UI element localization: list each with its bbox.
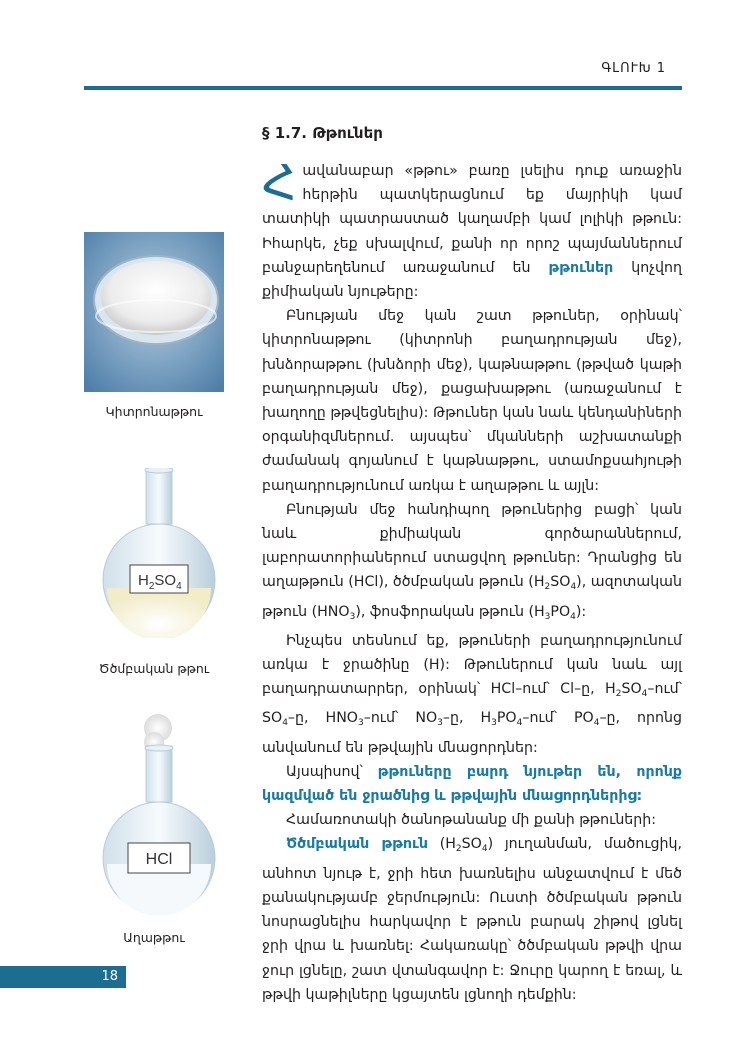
term-sulfuric-acid: Ծծմբական թթուն	[286, 836, 428, 853]
svg-text:HCl: HCl	[145, 851, 173, 868]
hcl-flask-image	[94, 712, 224, 916]
chapter-header: ԳԼՈՒԽ 1	[601, 61, 666, 76]
paragraph-4: Ինչպես տեսնում եք, թթուների բաղադրությունում առկա է ջրածինը (H): Թթուներում կան նաև այլ բաղադրատարրեր, օրինակ՝ HCl–ում՝ Cl–ը, $H_2SO_4-ում՝$ $SO_4-ը$, $HNO_3-ում՝$ $NO_3-ը$, $H_3PO_4-ում՝$ $PO_4-ը$, որոնց անվանում են թթվային մնացորդներ:	[262, 632, 682, 756]
page-number: 18	[0, 966, 126, 988]
drop-cap: Հ	[262, 155, 297, 211]
paragraph-2: Բնության մեջ կան շատ թթուներ, օրինակ՝ կիտրոնաթթու (կիտրոնի բաղադրության մեջ), խնձորաթթու (խնձորի մեջ), կաթնաթթու (թթված կաթի բաղադրության մեջ), քացախաթթու (առաջանում է խաղողը թթվեցնելիս): Թթուներ կան նաև կենդանիների օրգանիզմներում. այսպես՝ մկանների աշխատանքի ժամանակ գոյանում է կաթնաթթու, ստամոքսահյութի բաղադրությունում առկա է աղաթթու և այլն:	[262, 308, 682, 494]
sulfuric-acid-flask-image	[94, 468, 224, 638]
caption-citric-acid: Կիտրոնաթթու	[105, 404, 203, 419]
term-acids: թթուներ	[548, 259, 614, 276]
caption-hcl: Աղաթթու	[123, 930, 185, 945]
citric-acid-photo	[84, 232, 224, 392]
body-text	[262, 155, 682, 1007]
caption-sulfuric-acid: Ծծմբական թթու	[98, 661, 210, 676]
svg-text:H2SO4: $H_2SO_4$	[138, 572, 182, 592]
definition-highlight: թթուները բարդ նյութեր են, որոնք կազմված են ջրածնից և թթվային մնացորդներից:	[262, 763, 682, 805]
paragraph-3: Բնության մեջ հանդիպող թթուներից բացի՝ կան նաև քիմիական գործարաններում, լաբորատորիաներում ստացվող թթուներ: Դրանցից են աղաթթուն (HCl), ծծմբական թթուն $(H_2SO_4)$, ազոտական թթուն $(HNO_3)$, ֆոսֆորական թթուն $(H_3PO_4)$:	[262, 501, 682, 622]
paragraph-5: Այսպիսով՝ թթուները բարդ նյութեր են, որոնք կազմված են ջրածնից և թթվային մնացորդներից:	[262, 763, 682, 805]
section-title: § 1.7. Թթուներ	[262, 124, 383, 142]
paragraph-7: Ծծմբական թթուն $(H_2SO_4)$ յուղանման, մածուցիկ, անհոտ նյութ է, ջրի հետ խառնելիս անջատվում է մեծ քանակությամբ ջերմություն: Ուստի ծծմբական թթուն նոսրացնելիս հարկավոր է թթուն բարակ շիթով լցնել ջրի վրա և խառնել: Հակառակը՝ ծծմբական թթվի վրա ջուր լցնելը, շատ վտանգավոր է: Ջուրը կարող է եռալ, և թթվի կաթիլները կցայտեն լցնողի դեմքին:	[262, 836, 682, 1003]
paragraph-1: Հավանաբար «թթու» բառը լսելիս դուք առաջին հերթին պատկերացնում եք մայրիկի կամ տատիկի պատրաստած կաղամբի կամ լոլիկի թթուն: Իհարկե, չեք սխալվում, քանի որ որոշ պայմաններում բանջարեղենում առաջանում են թթուներ կոչվող քիմիական նյութերը:	[262, 155, 682, 301]
header-rule	[84, 86, 682, 90]
paragraph-6: Համառոտակի ծանոթանանք մի քանի թթուների:	[286, 812, 657, 829]
